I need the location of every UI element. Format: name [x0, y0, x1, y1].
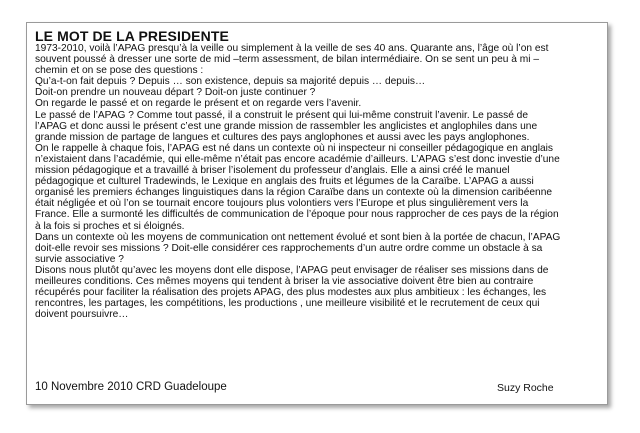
body-line: pédagogique et culturel Tradewinds, le Lexique en anglais des fruits et légumes de la Caraïbe. L’APAG a aussi	[35, 176, 534, 188]
body-line: souvent poussé à dresser une sorte de mid –term assessment, de bilan intermédiaire. On se sent un peu à mi –	[35, 54, 539, 66]
author-signature: Suzy Roche	[497, 382, 554, 394]
body-line: meilleures conditions. Ces mêmes moyens qui tendent à briser la vie associative doivent être bien au contraire	[35, 275, 534, 287]
body-line: France. Elle a surmonté les difficultés de communication de l’époque pour nous rapprocher de ces pays de la région	[35, 209, 559, 221]
date-location: 10 Novembre 2010 CRD Guadeloupe	[35, 381, 227, 393]
body-line: survie associative ?	[35, 253, 124, 265]
body-line: grande mission de partage de langues et cultures des pays anglophones et aussi avec les pays anglophones.	[35, 131, 530, 143]
article-title: LE MOT DE LA PRESIDENTE	[35, 28, 229, 44]
article-card	[26, 22, 608, 405]
body-line: Disons nous plutôt qu’avec les moyens dont elle dispose, l’APAG peut envisager de réaliser ses missions dans de	[35, 264, 549, 276]
article-body	[35, 43, 601, 320]
body-line: Qu’a-t-on fait depuis ? Depuis … son existence, depuis sa majorité depuis … depuis…	[35, 76, 426, 88]
body-line: organisé les premiers échanges linguistiques dans la région Caraïbe dans un contexte où la dimension caribéenne	[35, 187, 553, 199]
body-line: mission pédagogique et a travaillé à briser l’isolement du professeur d’anglais. Elle a ainsi créé le manuel	[35, 165, 510, 177]
body-line: Dans un contexte où les moyens de communication ont nettement évolué et sont bien à la portée de chacun, l’APAG	[35, 231, 561, 243]
body-line: On le rappelle à chaque fois, l’APAG est né dans un contexte où ni inspecteur ni conseiller pédagogique en anglais	[35, 142, 554, 154]
body-line: doit-elle revoir ses missions ? Doit-elle considérer ces rapprochements d’un autre ordre comme un obstacle à sa	[35, 242, 543, 254]
body-line: n’existaient dans l’académie, qui elle-même n’était pas encore académie d’ailleurs. L’APAG s’est donc investie d’une	[35, 153, 560, 165]
body-line: Doit-on prendre un nouveau départ ? Doit-on juste continuer ?	[35, 87, 316, 99]
body-line: 1973-2010, voilà l’APAG presqu’à la veille ou simplement à la veille de ses 40 ans. Quarante ans, l’âge où l’on est	[35, 43, 549, 54]
body-line: était négligée et où l’on se tournait encore toujours plus volontiers vers l’Europe et plus singulièrement vers la	[35, 198, 529, 210]
body-line: On regarde le passé et on regarde le présent et on regarde vers l’avenir.	[35, 98, 362, 110]
body-line: chemin et on se pose des questions :	[35, 65, 204, 77]
body-line: récupérés pour faciliter la réalisation des projets APAG, des plus modestes aux plus ambitieux : les échanges, les	[35, 287, 547, 299]
body-line: l’APAG et donc aussi le présent c’est une grande mission de rassembler les anglicistes et anglophiles dans une	[35, 120, 538, 132]
article-footer	[35, 381, 601, 397]
body-line: Le passé de l’APAG ? Comme tout passé, il a construit le présent qui lui-même construit l’avenir. Le passé de	[35, 109, 529, 121]
body-line: doivent poursuivre…	[35, 309, 129, 321]
body-line: à la fois si proches et si éloignés.	[35, 220, 185, 232]
body-line: rencontres, les partages, les compétitions, les productions , une meilleure visibilité et le recrutement de ceux qui	[35, 298, 540, 310]
